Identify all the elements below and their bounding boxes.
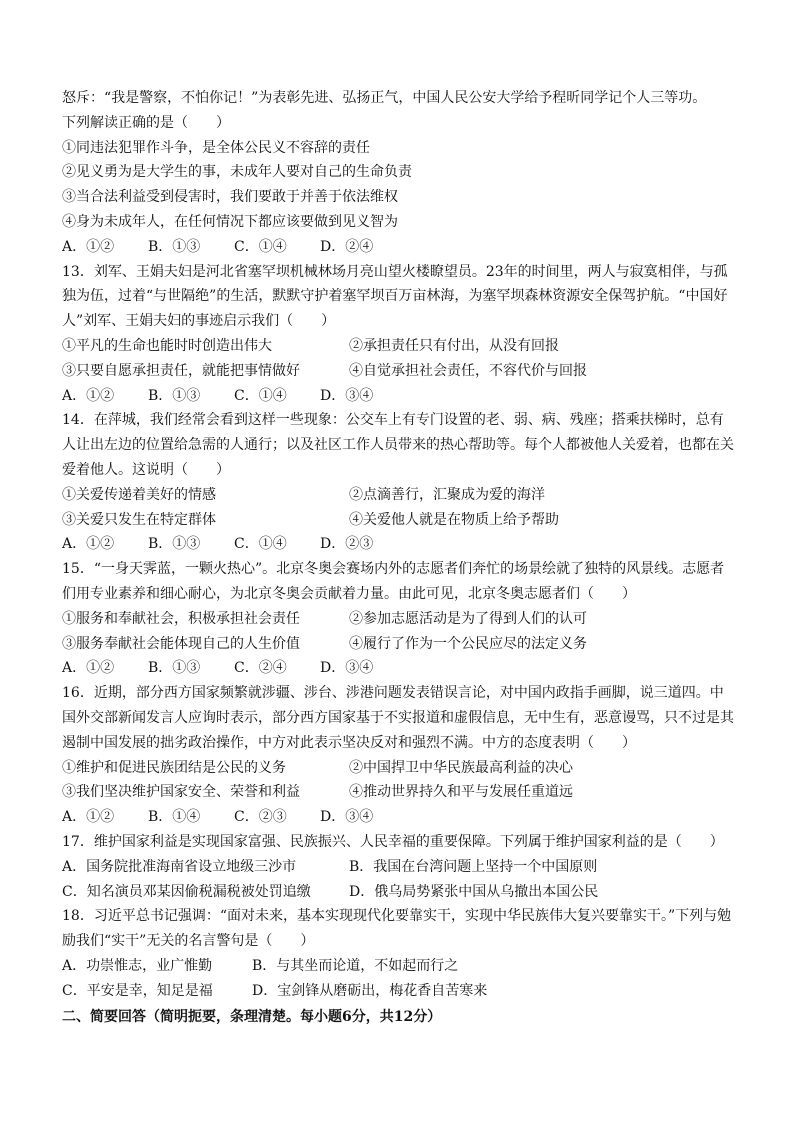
q15-item-1: ①服务和奉献社会，积极承担社会责任 [62, 610, 300, 627]
q16-option-c: C．②③ [234, 809, 287, 826]
q16-option-a: A．①② [62, 809, 115, 826]
q12-item-4: ④身为未成年人，在任何情况下都应该要做到见义智为 [62, 213, 398, 230]
q18-stem: 18．习近平总书记强调：“面对未来，基本实现现代化要靠实干，实现中华民族伟大复兴要靠实干。”下列与勉励我们“实干”无关的名言警句是（ ） [62, 908, 732, 950]
q15-option-d: D．③④ [320, 660, 374, 677]
q18-options-row-2 [62, 979, 734, 1004]
q17-option-d: D．俄乌局势紧张中国从乌撤出本国公民 [349, 883, 599, 900]
q14-option-b: B．①③ [148, 536, 201, 553]
q18-option-a: A．功崇惟志，业广惟勤 [62, 957, 213, 974]
q14-option-a: A．①② [62, 536, 115, 553]
q13-item-4: ④自觉承担社会责任，不容代价与回报 [349, 362, 587, 379]
q12-ask: 下列解读正确的是（ ） [62, 114, 230, 131]
q14-option-d: D．②③ [320, 536, 374, 553]
q15-option-a: A．①② [62, 660, 115, 677]
q12-item-1: ①同违法犯罪作斗争，是全体公民义不容辞的责任 [62, 139, 370, 156]
q16-item-4: ④推动世界持久和平与发展任重道远 [349, 784, 573, 801]
q13-item-2: ②承担责任只有付出，从没有回报 [349, 337, 559, 354]
q13-item-3: ③只要自愿承担责任，就能把事情做好 [62, 362, 300, 379]
section-2-heading: 二、简要回答（简明扼要，条理清楚。每小题6分，共12分） [62, 1009, 442, 1026]
q14-stem: 14．在萍城，我们经常会看到这样一些现象：公交车上有专门设置的老、弱、病、残座；搭乘扶梯时，总有人让出左边的位置给急需的人通行；以及社区工作人员带来的热心帮助等。每个人都被他人关爱着，也都在关爱着他人。这说明（ ） [62, 412, 734, 478]
q17-option-b: B．我国在台湾问题上坚持一个中国原则 [349, 858, 598, 875]
q16-items-row-1 [62, 756, 734, 781]
q16-item-3: ③我们坚决维护国家安全、荣誉和利益 [62, 784, 300, 801]
q17-options-row-1 [62, 855, 734, 880]
q12-item-2: ②见义勇为是大学生的事，未成年人要对自己的生命负责 [62, 164, 412, 181]
q17-option-a: A．国务院批准海南省设立地级三沙市 [62, 858, 297, 875]
q13-option-a: A．①② [62, 387, 115, 404]
q18-options-row-1 [62, 954, 734, 979]
q13-items-row-1 [62, 334, 734, 359]
q16-options [62, 805, 734, 830]
q15-items-row-2 [62, 632, 734, 657]
q12-option-a: A．①② [62, 238, 115, 255]
q16-stem: 16．近期，部分西方国家频繁就涉疆、涉台、涉港问题发表错误言论，对中国内政指手画脚，说三道四。中国外交部新闻发言人应询时表示，部分西方国家基于不实报道和虚假信息，无中生有，恶意谩骂，只不过是其遏制中国发展的拙劣政治操作，中方对此表示坚决反对和强烈不满。中方的态度表明（ ） [62, 685, 734, 751]
q16-item-1: ①维护和促进民族团结是公民的义务 [62, 759, 286, 776]
q15-stem: 15．“一身天霁蓝，一颗火热心”。北京冬奥会赛场内外的志愿者们奔忙的场景绘就了独特的风景线。志愿者们用专业素养和细心耐心，为北京冬奥会贡献着力量。由此可见，北京冬奥志愿者们（ ） [62, 561, 725, 602]
q17-option-c: C．知名演员邓某因偷税漏税被处罚追缴 [62, 883, 311, 900]
q15-item-2: ②参加志愿活动是为了得到人们的认可 [349, 610, 587, 627]
q14-item-3: ③关爱只发生在特定群体 [62, 511, 216, 528]
q15-item-3: ③服务奉献社会能体现自己的人生价值 [62, 635, 300, 652]
q16-items-row-2 [62, 780, 734, 805]
q13-option-d: D．③④ [320, 387, 374, 404]
q16-option-b: B．①④ [148, 809, 201, 826]
q14-items-row-1 [62, 483, 734, 508]
q13-items-row-2 [62, 359, 734, 384]
q15-item-4: ④履行了作为一个公民应尽的法定义务 [349, 635, 587, 652]
q12-stem-tail: 怒斥：“我是警察，不怕你记！”为表彰先进、弘扬正气，中国人民公安大学给予程昕同学记个人三等功。 [62, 90, 707, 106]
q12-item-3: ③当合法利益受到侵害时，我们要敢于并善于依法维权 [62, 189, 398, 206]
q14-option-c: C．①④ [234, 536, 287, 553]
q14-options [62, 532, 734, 557]
q15-options [62, 656, 734, 681]
q17-options-row-2 [62, 880, 734, 905]
q13-option-c: C．①④ [234, 387, 287, 404]
q12-option-c: C．①④ [234, 238, 287, 255]
q16-item-2: ②中国捍卫中华民族最高利益的决心 [349, 759, 573, 776]
q14-item-4: ④关爱他人就是在物质上给予帮助 [349, 511, 559, 528]
q12-options [62, 235, 734, 260]
q16-option-d: D．③④ [320, 809, 374, 826]
q12-option-d: D．②④ [320, 238, 374, 255]
q15-items-row-1 [62, 607, 734, 632]
q13-options [62, 384, 734, 409]
q14-item-1: ①关爱传递着美好的情感 [62, 486, 216, 503]
q13-item-1: ①平凡的生命也能时时创造出伟大 [62, 337, 272, 354]
q13-stem: 13．刘军、王娟夫妇是河北省塞罕坝机械林场月亮山望火楼瞭望员。23年的时间里，两人与寂寞相伴，与孤独为伍，过着“与世隔绝”的生活，默默守护着塞罕坝百万亩林海，为塞罕坝森林资源安全保驾护航。“中国好人”刘军、王娟夫妇的事迹启示我们（ ） [62, 263, 728, 330]
q17-stem: 17．维护国家利益是实现国家富强、民族振兴、人民幸福的重要保障。下列属于维护国家利益的是（ ） [62, 833, 724, 850]
q14-items-row-2 [62, 508, 734, 533]
q18-option-d: D．宝剑锋从磨砺出，梅花香自苦寒来 [252, 982, 488, 999]
q18-option-b: B．与其坐而论道，不如起而行之 [252, 957, 459, 974]
q18-option-c: C．平安是幸，知足是福 [62, 982, 213, 999]
q13-option-b: B．①③ [148, 387, 201, 404]
q15-option-c: C．②④ [234, 660, 287, 677]
q14-item-2: ②点滴善行，汇聚成为爱的海洋 [349, 486, 545, 503]
q15-option-b: B．①③ [148, 660, 201, 677]
q12-option-b: B．①③ [148, 238, 201, 255]
